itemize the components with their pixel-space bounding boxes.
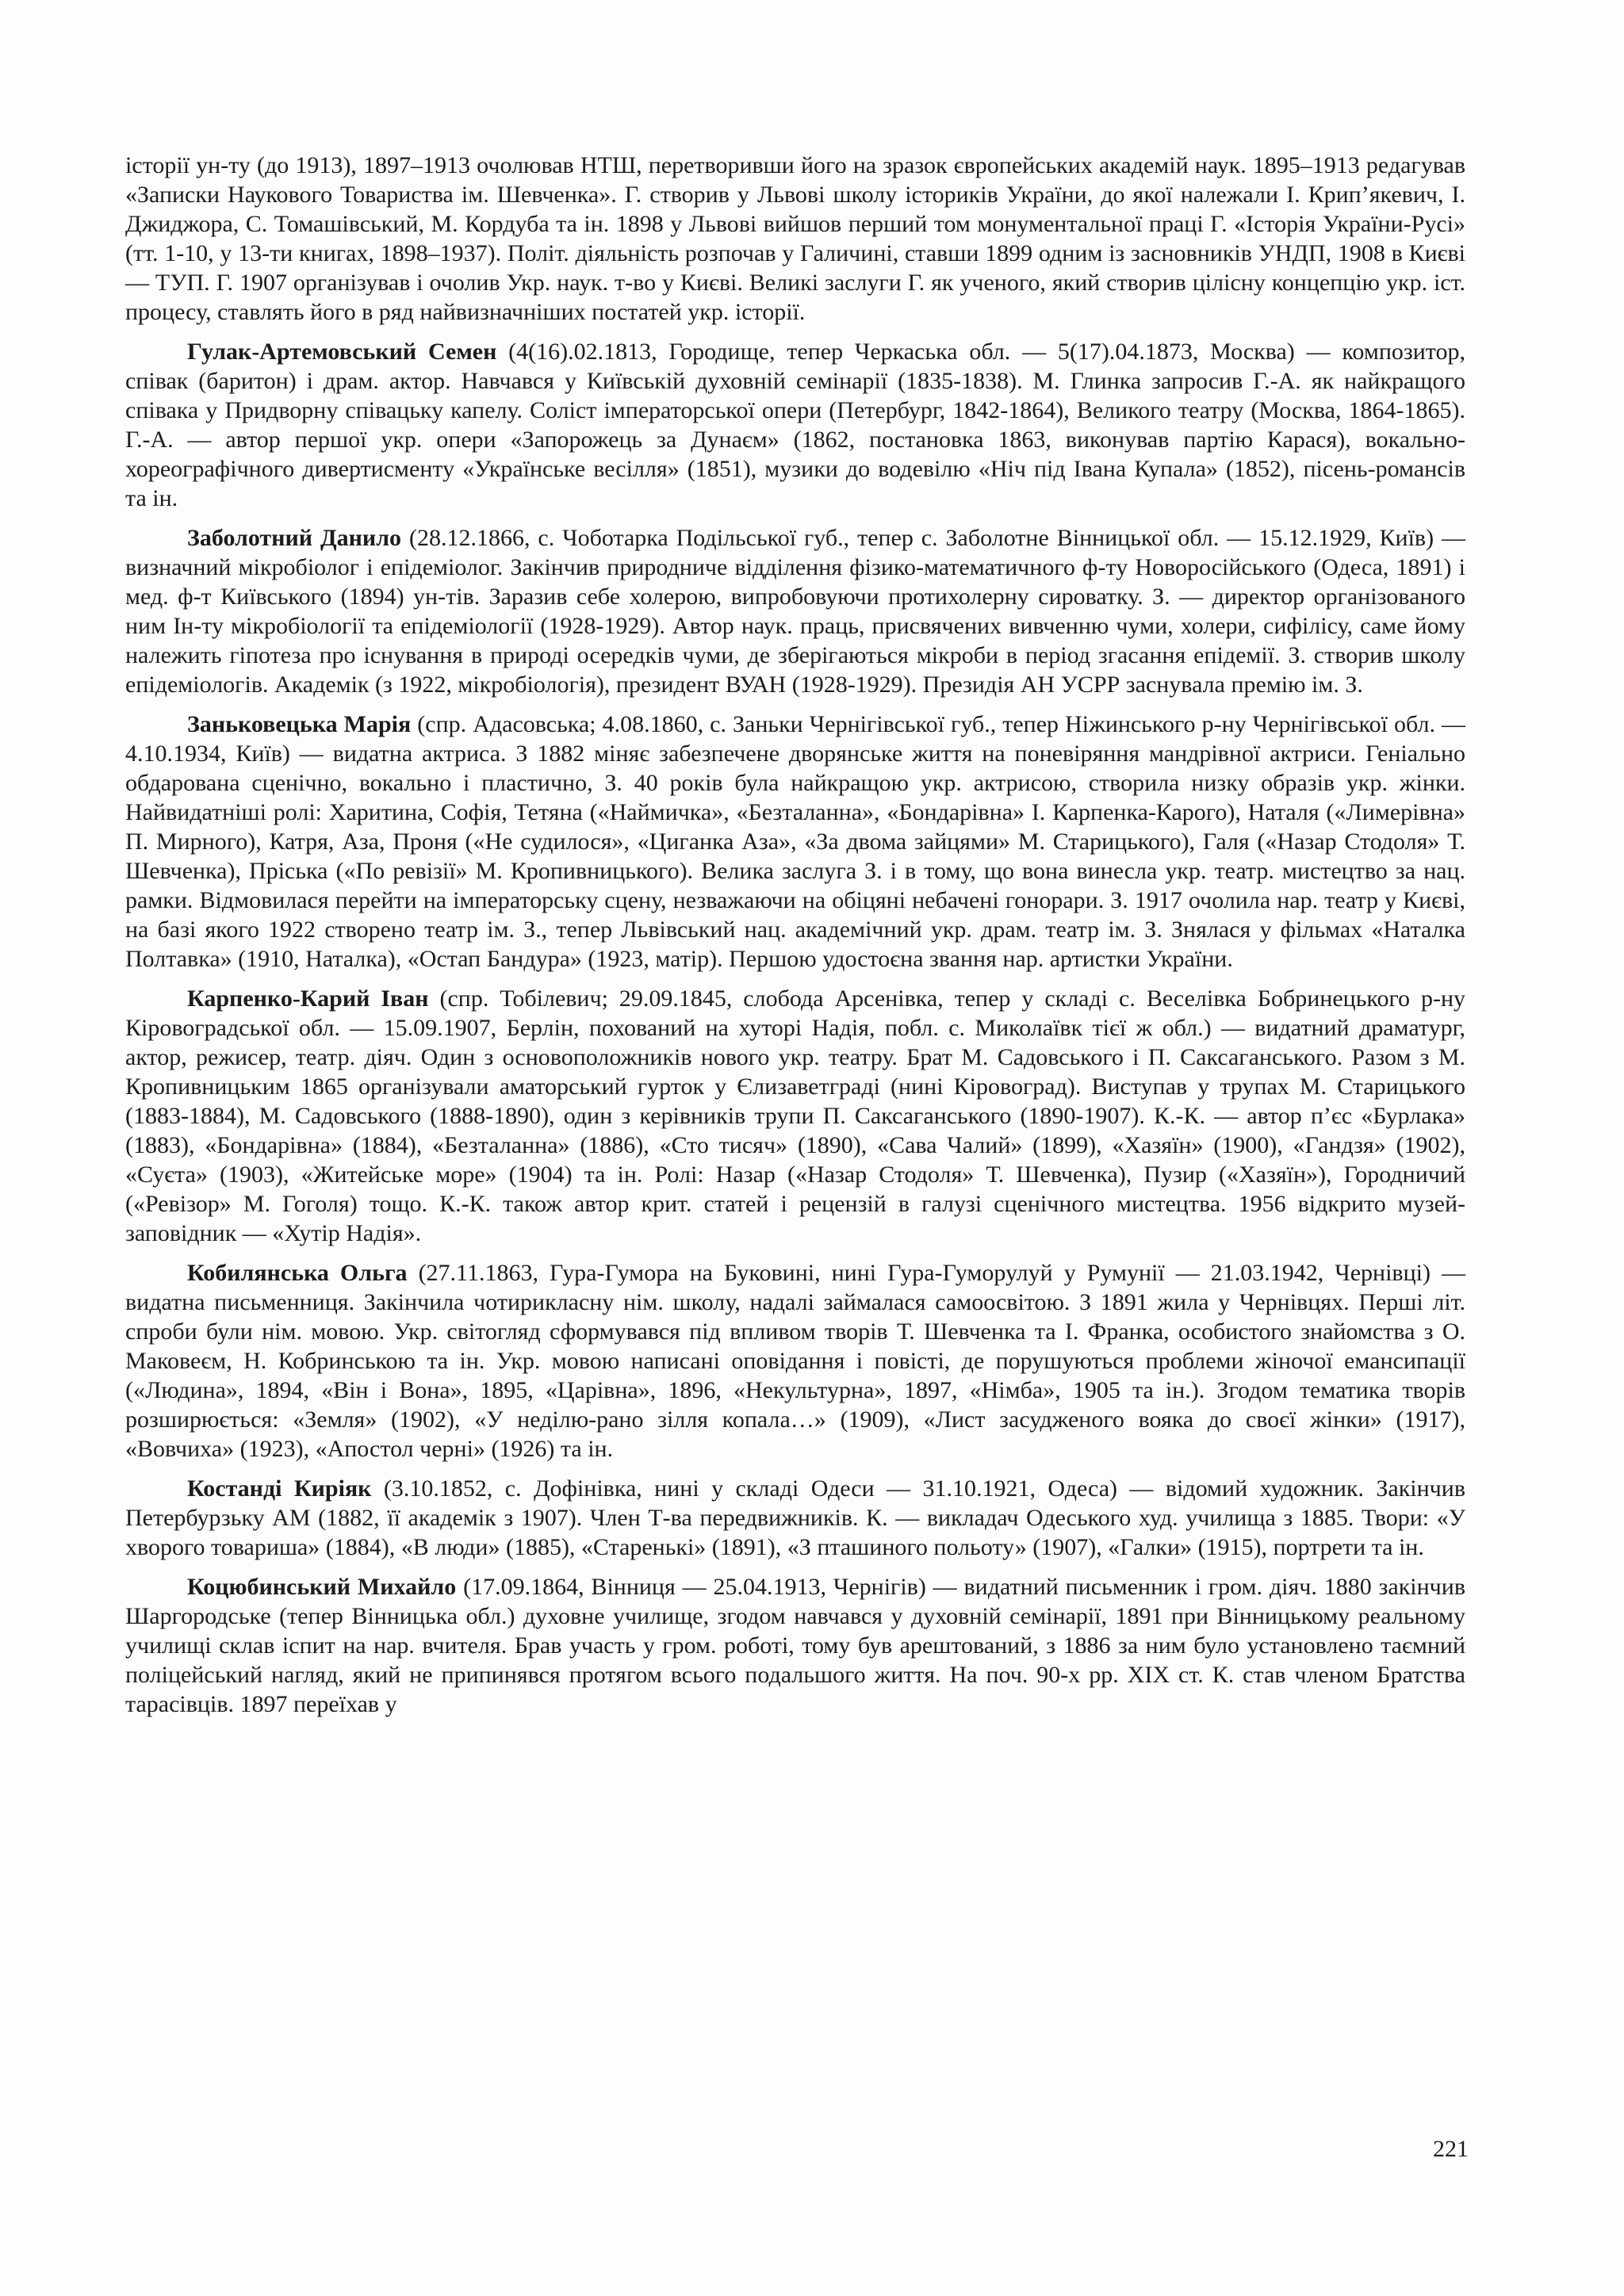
entry-hulak-artemovskyi xyxy=(125,337,1465,513)
entry-name: Заболотний Данило xyxy=(187,525,402,551)
entry-text: (спр. Адасовська; 4.08.1860, с. Заньки Чернігівської губ., тепер Ніжинського р-ну Чернігівської обл. — 4.10.1934, Київ) — видатна актриса. З 1882 міняє забезпечене дворянське життя на поневіряння мандрівної актриси. Геніально обдарована сценічно, вокально і пластично, З. 40 років була найкращою укр. актрисою, створила низку образів укр. жінки. Найвидатніші ролі: Харитина, Софія, Тетяна («Наймичка», «Безталанна», «Бондарівна» І. Карпенка-Карого), Наталя («Лимерівна» П. Мирного), Катря, Аза, Проня («Не судилося», «Циганка Аза», «За двома зайцями» М. Старицького), Галя («Назар Стодоля» Т. Шевченка), Пріська («По ревізії» М. Кропивницького). Велика заслуга З. і в тому, що вона винесла укр. театр. мистецтво за нац. рамки. Відмовилася перейти на імператорську сцену, незважаючи на обіцяні небачені гонорари. З. 1917 очолила нар. театр у Києві, на базі якого 1922 створено театр ім. З., тепер Львівський нац. академічний укр. драм. театр ім. З. Знялася у фільмах «Наталка Полтавка» (1910, Наталка), «Остап Бандура» (1923, матір). Першою удостоєна звання нар. артистки України. xyxy=(125,711,1465,972)
entry-kotsiubynskyi xyxy=(125,1572,1465,1719)
entry-zankovetska xyxy=(125,710,1465,974)
entry-name: Кобилянська Ольга xyxy=(187,1260,408,1286)
entry-text: (4(16).02.1813, Городище, тепер Черкаська обл. — 5(17).04.1873, Москва) — композитор, співак (баритон) і драм. актор. Навчався у Київській духовній семінарії (1835-1838). М. Глинка запросив Г.-А. як найкращого співака у Придворну співацьку капелу. Соліст імператорської опери (Петербург, 1842-1864), Великого театру (Москва, 1864-1865). Г.-А. — автор першої укр. опери «Запорожець за Дунаєм» (1862, постановка 1863, виконував партію Карася), вокально-хореографічного дивертисменту «Українське весілля» (1851), музики до водевілю «Ніч під Івана Купала» (1852), пісень-романсів та ін. xyxy=(125,339,1465,511)
entry-name: Карпенко-Карий Іван xyxy=(187,985,429,1012)
entry-name: Костанді Киріяк xyxy=(187,1475,372,1502)
entry-zabolotnyi xyxy=(125,523,1465,699)
entry-text: (28.12.1866, с. Чоботарка Подільської губ., тепер с. Заболотне Вінницької обл. — 15.12.1929, Київ) — визначний мікробіолог і епідеміолог. Закінчив природниче відділення фізико-математичного ф-ту Новоросійського (Одеса, 1891) і мед. ф-т Київського (1894) ун-тів. Заразив себе холерою, випробовуючи протихолерну сироватку. З. — директор організованого ним Ін-ту мікробіології та епідеміології (1928-1929). Автор наук. праць, присвячених вивченню чуми, холери, сифілісу, саме йому належить гіпотеза про існування в природі осередків чуми, де зберігаються мікроби в період згасання епідемії. З. створив школу епідеміологів. Академік (з 1922, мікробіологія), президент ВУАН (1928-1929). Президія АН УСРР заснувала премію ім. З. xyxy=(125,525,1466,698)
article-text xyxy=(125,151,1465,1729)
entry-kostandi xyxy=(125,1474,1465,1562)
entry-name: Коцюбинський Михайло xyxy=(187,1574,457,1600)
intro-paragraph: історії ун-ту (до 1913), 1897–1913 очолював НТШ, перетворивши його на зразок європейських академій наук. 1895–1913 редагував «Записки Наукового Товариства ім. Шевченка». Г. створив у Львові школу істориків України, до якої належали І. Крип’якевич, І. Джиджора, С. Томашівський, М. Кордуба та ін. 1898 у Львові вийшов перший том монументальної праці Г. «Історія України-Русі» (тт. 1-10, у 13-ти книгах, 1898–1937). Політ. діяльність розпочав у Галичині, ставши 1899 одним із засновників УНДП, 1908 в Києві — ТУП. Г. 1907 організував і очолив Укр. наук. т-во у Києві. Великі заслуги Г. як ученого, який створив цілісну концепцію укр. іст. процесу, ставлять його в ряд найвизначніших постатей укр. історії. xyxy=(125,152,1465,325)
entry-text: (3.10.1852, с. Дофінівка, нині у складі Одеси — 31.10.1921, Одеса) — відомий художник. Закінчив Петербурзьку АМ (1882, її академік з 1907). Член Т-ва передвижників. К. — викладач Одеського худ. училища з 1885. Твори: «У хворого товариша» (1884), «В люди» (1885), «Старенькі» (1891), «З пташиного польоту» (1907), «Галки» (1915), портрети та ін. xyxy=(125,1475,1465,1560)
entry-karpenko-karyi xyxy=(125,984,1465,1248)
entry-kobylianska xyxy=(125,1258,1465,1464)
entry-text: (спр. Тобілевич; 29.09.1845, слобода Арсенівка, тепер у складі с. Веселівка Бобринецького р-ну Кіровоградської обл. — 15.09.1907, Берлін, похований на хуторі Надія, побл. с. Миколаївк тієї ж обл.) — видатний драматург, актор, режисер, театр. діяч. Один з основоположників нового укр. театру. Брат М. Садовського і П. Саксаганського. Разом з М. Кропивницьким 1865 організували аматорський гурток у Єлизаветграді (нині Кіровоград). Виступав у трупах М. Старицького (1883-1884), М. Садовського (1888-1890), один з керівників трупи П. Саксаганського (1890-1907). К.-К. — автор п’єс «Бурлака» (1883), «Бондарівна» (1884), «Безталанна» (1886), «Сто тисяч» (1890), «Сава Чалий» (1899), «Хазяїн» (1900), «Гандзя» (1902), «Суєта» (1903), «Житейське море» (1904) та ін. Ролі: Назар («Назар Стодоля» Т. Шевченка), Пузир («Хазяїн»), Городничий («Ревізор» М. Гоголя) тощо. К.-К. також автор крит. статей і рецензій в галузі сценічного мистецтва. 1956 відкрито музей-заповідник — «Хутір Надія». xyxy=(125,985,1465,1246)
entry-text: (17.09.1864, Вінниця — 25.04.1913, Чернігів) — видатний письменник і гром. діяч. 1880 закінчив Шаргородське (тепер Вінницька обл.) духовне училище, згодом навчався у духовній семінарії, 1891 при Вінницькому реальному училищі склав іспит на нар. вчителя. Брав участь у гром. роботі, тому був арештований, з 1886 за ним було установлено таємний поліцейський нагляд, який не припинявся протягом всього подальшого життя. На поч. 90-х рр. XIX ст. К. став членом Братства тарасівців. 1897 переїхав у xyxy=(125,1574,1465,1717)
entry-name: Гулак-Артемовський Семен xyxy=(187,339,497,365)
entry-name: Заньковецька Марія xyxy=(187,711,412,737)
page-number: 221 xyxy=(1433,2136,1469,2162)
entry-text: (27.11.1863, Гура-Гумора на Буковині, нині Гура-Гуморулуй у Румунії — 21.03.1942, Чернівці) — видатна письменниця. Закінчила чотирикласну нім. школу, надалі займалася самоосвітою. З 1891 жила у Чернівцях. Перші літ. спроби були нім. мовою. Укр. світогляд сформувався під впливом творів Т. Шевченка та І. Франка, особистого знайомства з О. Маковеєм, Н. Кобринською та ін. Укр. мовою написані оповідання і повісті, де порушуються проблеми жіночої емансипації («Людина», 1894, «Він і Вона», 1895, «Царівна», 1896, «Некультурна», 1897, «Німба», 1905 та ін.). Згодом тематика творів розширюється: «Земля» (1902), «У неділю-рано зілля копала…» (1909), «Лист засудженого вояка до своєї жінки» (1917), «Вовчиха» (1923), «Апостол черні» (1926) та ін. xyxy=(125,1260,1465,1462)
